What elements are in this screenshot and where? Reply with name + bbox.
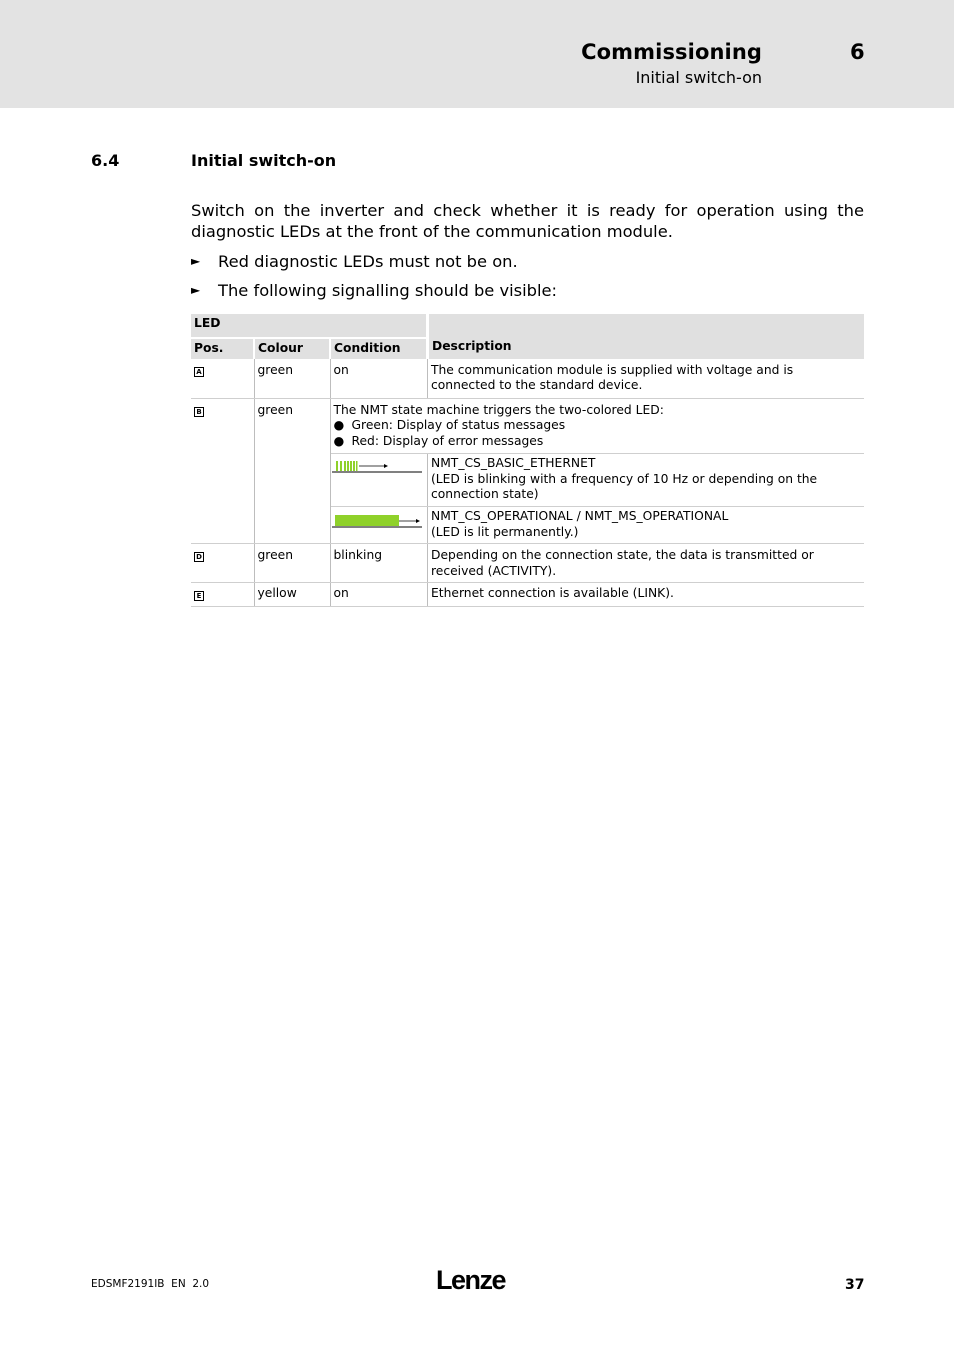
blinking-led-icon <box>332 457 424 477</box>
document-id: EDSMF2191IB EN 2.0 <box>91 1278 210 1290</box>
chapter-subtitle: Initial switch-on <box>635 68 762 87</box>
condition-cell: on <box>330 359 428 399</box>
colour-cell: green <box>254 359 330 399</box>
continuous-led-icon <box>332 510 424 532</box>
triangle-bullet-icon: ► <box>191 254 201 268</box>
description-cell: Ethernet connection is available (LINK). <box>428 583 865 607</box>
column-header-pos: Pos. <box>191 338 254 359</box>
description-cell: The communication module is supplied with voltage and is connected to the standard device. <box>428 359 865 399</box>
bullet-dot-icon: ● <box>333 433 345 448</box>
description-cell: Depending on the connection state, the data is transmitted or received (ACTIVITY). <box>428 544 865 583</box>
bullet-item: ► The following signalling should be visible: <box>191 281 558 300</box>
condition-cell: blinking <box>330 544 428 583</box>
led-on-pattern <box>330 507 428 544</box>
section-title: Initial switch-on <box>191 151 337 170</box>
table-row <box>191 398 864 454</box>
led-table <box>191 314 864 607</box>
column-header-colour: Colour <box>254 338 330 359</box>
section-number: 6.4 <box>91 151 120 170</box>
triangle-bullet-icon: ► <box>191 283 201 297</box>
bullet-item: ► Red diagnostic LEDs must not be on. <box>191 252 518 271</box>
nmt-state-cell: NMT_CS_OPERATIONAL / NMT_MS_OPERATIONAL (LED is lit permanently.) <box>428 507 865 544</box>
page-number: 37 <box>845 1277 865 1293</box>
table-row <box>191 359 864 399</box>
position-marker: A <box>194 367 204 377</box>
led-group-header: LED <box>191 314 428 338</box>
table-row <box>191 583 864 607</box>
chapter-number: 6 <box>850 40 865 64</box>
intro-paragraph: Switch on the inverter and check whether it is ready for operation using the diagnostic LEDs at the front of the communication module. <box>191 201 864 241</box>
svg-text:Lenze: Lenze <box>436 1266 506 1294</box>
column-header-description: Description <box>432 339 512 353</box>
table-group-header <box>191 314 864 338</box>
nmt-description-cell: The NMT state machine triggers the two-colored LED: ● Green: Display of status messages ● Red: Display of error messages <box>330 398 864 454</box>
nmt-state-cell: NMT_CS_BASIC_ETHERNET (LED is blinking with a frequency of 10 Hz or depending on the connection state) <box>428 454 865 507</box>
bullet-dot-icon: ● <box>333 418 345 432</box>
lenze-logo <box>436 1266 516 1294</box>
list-item: ● Red: Display of error messages <box>333 433 544 448</box>
colour-cell: green <box>254 544 330 583</box>
colour-cell: green <box>254 398 330 544</box>
column-header-condition: Condition <box>330 338 428 359</box>
table-row <box>191 544 864 583</box>
led-blink-pattern <box>330 454 428 507</box>
colour-cell: yellow <box>254 583 330 607</box>
list-item: ● Green: Display of status messages <box>333 418 566 432</box>
position-marker: B <box>194 407 204 417</box>
chapter-title: Commissioning <box>581 40 762 64</box>
condition-cell: on <box>330 583 428 607</box>
position-marker: E <box>194 591 204 601</box>
page-header <box>0 0 954 108</box>
position-marker: D <box>194 552 204 562</box>
